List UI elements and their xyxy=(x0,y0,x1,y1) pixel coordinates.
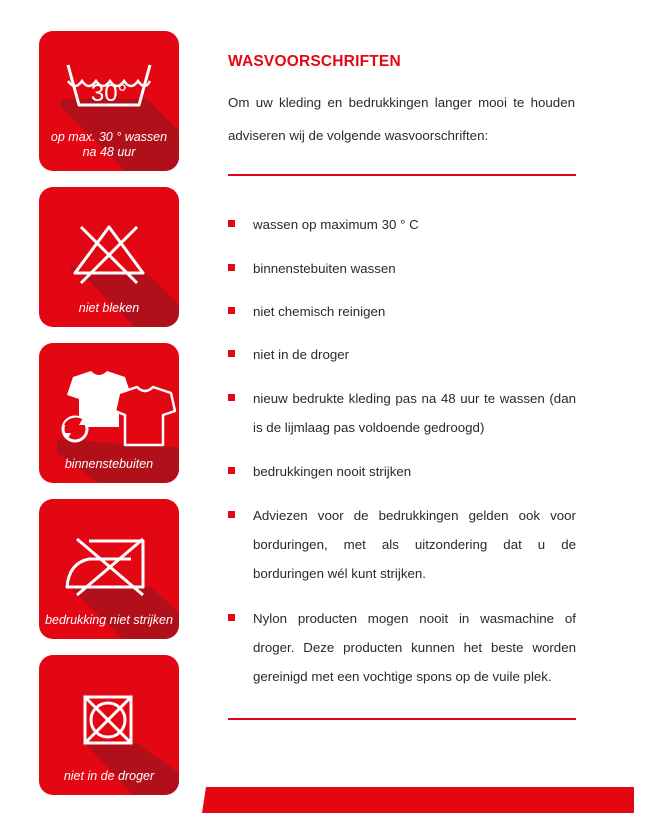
no-bleach-tile xyxy=(39,187,179,327)
no-iron-caption: bedrukking niet strijken xyxy=(45,613,173,627)
inside-out-caption: binnenstebuiten xyxy=(64,457,154,471)
no-bleach-caption: niet bleken xyxy=(78,301,140,315)
no-iron-tile xyxy=(39,499,179,639)
intro-paragraph: Om uw kleding en bedrukkingen langer mooi te houden adviseren wij de volgende wasvoorschriften: xyxy=(228,95,575,143)
no-dryer-caption: niet in de droger xyxy=(63,769,155,783)
inside-out-tile xyxy=(39,343,179,483)
bullet-icon xyxy=(228,220,235,227)
list-item: niet chemisch reinigen xyxy=(228,297,576,326)
list-item: niet in de droger xyxy=(228,340,576,369)
no-dryer-tile xyxy=(39,655,179,795)
wash-30-tile xyxy=(39,31,179,171)
bullet-icon xyxy=(228,350,235,357)
bullet-icon xyxy=(228,614,235,621)
bullet-icon xyxy=(228,511,235,518)
wash-caption-line-2: na 48 uur xyxy=(82,145,136,159)
list-item: binnenstebuiten wassen xyxy=(228,254,576,283)
divider-bottom xyxy=(228,718,576,720)
bullet-icon xyxy=(228,307,235,314)
svg-text:30°: 30° xyxy=(90,80,128,107)
list-item: Adviezen voor de bedrukkingen gelden ook voor borduringen, met als uitzondering dat u de borduringen wél kunt strijken. xyxy=(228,501,576,588)
list-item: Nylon producten mogen nooit in wasmachine of droger. Deze producten kunnen het beste worden gereinigd met een vochtige spons op de vuile plek. xyxy=(228,604,576,691)
wash-caption-line-1: op max. 30 ° wassen xyxy=(50,130,168,144)
list-item: bedrukkingen nooit strijken xyxy=(228,457,576,486)
list-item: nieuw bedrukte kleding pas na 48 uur te wassen (dan is de lijmlaag pas voldoende gedroogd) xyxy=(228,384,576,442)
bullet-icon xyxy=(228,467,235,474)
bullet-icon xyxy=(228,394,235,401)
divider-top xyxy=(228,174,576,176)
list-item: wassen op maximum 30 ° C xyxy=(228,210,576,239)
bullet-icon xyxy=(228,264,235,271)
page-title: WASVOORSCHRIFTEN xyxy=(228,53,401,70)
footer-bar xyxy=(202,787,634,813)
